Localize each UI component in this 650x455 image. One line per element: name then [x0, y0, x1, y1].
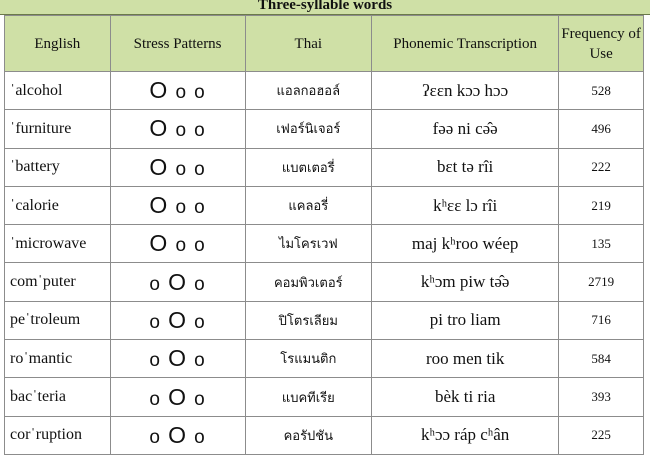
table-body: [5, 72, 644, 455]
cell-stress-pattern: [110, 110, 245, 148]
header-thai: Thai: [245, 16, 372, 72]
stress-syllable: o: [175, 235, 188, 257]
stress-pattern: [149, 116, 205, 141]
stress-syllable: O: [168, 306, 188, 333]
stress-syllable: O: [168, 421, 188, 448]
cell-english: [5, 148, 111, 186]
cell-phonemic-transcription: maj kʰroo wéep: [372, 225, 559, 263]
cell-english: [5, 416, 111, 454]
stress-syllable: o: [194, 120, 206, 142]
english-word: ˈcalorie: [10, 196, 59, 214]
stress-pattern: [149, 385, 205, 410]
cell-english: [5, 110, 111, 148]
cell-frequency: 135: [559, 225, 644, 263]
cell-stress-pattern: [110, 416, 245, 454]
stress-syllable: o: [175, 120, 188, 142]
table-header: [5, 16, 644, 72]
stress-pattern: [149, 423, 205, 448]
cell-english: [5, 225, 111, 263]
cell-phonemic-transcription: bèk ti ria: [372, 378, 559, 416]
stress-pattern: [149, 193, 205, 218]
cell-stress-pattern: [110, 263, 245, 301]
stress-syllable: o: [194, 235, 206, 257]
cell-english: [5, 378, 111, 416]
stress-syllable: o: [194, 197, 206, 219]
cell-thai: โรแมนติก: [245, 340, 372, 378]
cell-thai: แคลอรี่: [245, 186, 372, 224]
stress-syllable: o: [175, 197, 188, 219]
stress-syllable: o: [149, 426, 161, 448]
english-word: corˈruption: [10, 426, 82, 444]
stress-syllable: O: [168, 268, 188, 295]
table-row: [5, 263, 644, 301]
cell-phonemic-transcription: ʔɛɛn kɔɔ hɔɔ: [372, 72, 559, 110]
cell-english: [5, 186, 111, 224]
table-row: [5, 72, 644, 110]
stress-syllable: o: [194, 388, 206, 410]
stress-pattern: [149, 155, 205, 180]
cell-frequency: 393: [559, 378, 644, 416]
english-word: roˈmantic: [10, 349, 73, 367]
stress-syllable: O: [149, 153, 169, 180]
header-frequency-of-use: Frequency of Use: [559, 16, 644, 72]
cell-phonemic-transcription: fəə ni cə̂ə: [372, 110, 559, 148]
stress-syllable: o: [194, 273, 206, 295]
cell-stress-pattern: [110, 72, 245, 110]
stress-pattern: [149, 346, 205, 371]
table-row: [5, 110, 644, 148]
stress-syllable: O: [149, 115, 169, 142]
english-word: bacˈteria: [10, 388, 66, 406]
cell-thai: เฟอร์นิเจอร์: [245, 110, 372, 148]
stress-syllable: o: [149, 388, 161, 410]
cell-frequency: 528: [559, 72, 644, 110]
cell-thai: แอลกอฮอล์: [245, 72, 372, 110]
cell-english: [5, 301, 111, 339]
stress-syllable: o: [194, 311, 206, 333]
words-table: [4, 15, 644, 455]
english-word: ˈbattery: [10, 158, 60, 176]
stress-syllable: o: [194, 350, 206, 372]
table-row: [5, 340, 644, 378]
stress-pattern: [149, 231, 205, 256]
cell-phonemic-transcription: kʰɔɔ ráp cʰân: [372, 416, 559, 454]
cell-thai: คอมพิวเตอร์: [245, 263, 372, 301]
cell-stress-pattern: [110, 301, 245, 339]
cell-stress-pattern: [110, 340, 245, 378]
table-row: [5, 225, 644, 263]
stress-syllable: O: [168, 345, 188, 372]
table-row: [5, 148, 644, 186]
stress-syllable: O: [149, 77, 169, 104]
stress-pattern: [149, 78, 205, 103]
cell-thai: แบตเตอรี่: [245, 148, 372, 186]
cell-english: [5, 340, 111, 378]
stress-syllable: O: [149, 192, 169, 219]
cell-english: [5, 263, 111, 301]
cell-stress-pattern: [110, 186, 245, 224]
table-row: [5, 378, 644, 416]
cell-english: [5, 72, 111, 110]
cell-phonemic-transcription: bɛt tə rîi: [372, 148, 559, 186]
cell-frequency: 225: [559, 416, 644, 454]
cell-frequency: 716: [559, 301, 644, 339]
english-word: ˈmicrowave: [10, 234, 87, 252]
stress-syllable: o: [149, 273, 161, 295]
table-row: [5, 416, 644, 454]
cell-frequency: 584: [559, 340, 644, 378]
stress-syllable: O: [168, 383, 188, 410]
cell-phonemic-transcription: kʰɛɛ lɔ rîi: [372, 186, 559, 224]
cell-stress-pattern: [110, 378, 245, 416]
english-word: ˈfurniture: [10, 119, 72, 137]
stress-syllable: o: [175, 82, 188, 104]
table-row: [5, 301, 644, 339]
stress-pattern: [149, 270, 205, 295]
table-title-bar: [0, 0, 650, 15]
stress-syllable: o: [149, 350, 161, 372]
table-row: [5, 186, 644, 224]
cell-stress-pattern: [110, 148, 245, 186]
cell-frequency: 2719: [559, 263, 644, 301]
stress-syllable: o: [194, 426, 206, 448]
cell-frequency: 496: [559, 110, 644, 148]
cell-thai: ปิโตรเลียม: [245, 301, 372, 339]
header-stress-patterns: Stress Patterns: [110, 16, 245, 72]
cell-frequency: 219: [559, 186, 644, 224]
header-row: [5, 16, 644, 72]
stress-syllable: o: [149, 311, 161, 333]
header-english: English: [5, 16, 111, 72]
stress-syllable: o: [194, 82, 206, 104]
english-word: comˈputer: [10, 273, 76, 291]
cell-phonemic-transcription: roo men tik: [372, 340, 559, 378]
cell-thai: แบคทีเรีย: [245, 378, 372, 416]
stress-syllable: o: [194, 158, 206, 180]
table-title: Three-syllable words: [257, 0, 393, 13]
english-word: ˈalcohol: [10, 81, 63, 99]
cell-stress-pattern: [110, 225, 245, 263]
stress-pattern: [149, 308, 205, 333]
cell-frequency: 222: [559, 148, 644, 186]
cell-phonemic-transcription: pi tro liam: [372, 301, 559, 339]
stress-syllable: o: [175, 158, 188, 180]
header-phonemic-transcription: Phonemic Transcription: [372, 16, 559, 72]
cell-thai: คอรัปชัน: [245, 416, 372, 454]
stress-syllable: O: [149, 230, 169, 257]
cell-phonemic-transcription: kʰɔm piw tə̂ə: [372, 263, 559, 301]
english-word: peˈtroleum: [10, 311, 81, 329]
cell-thai: ไมโครเวฟ: [245, 225, 372, 263]
